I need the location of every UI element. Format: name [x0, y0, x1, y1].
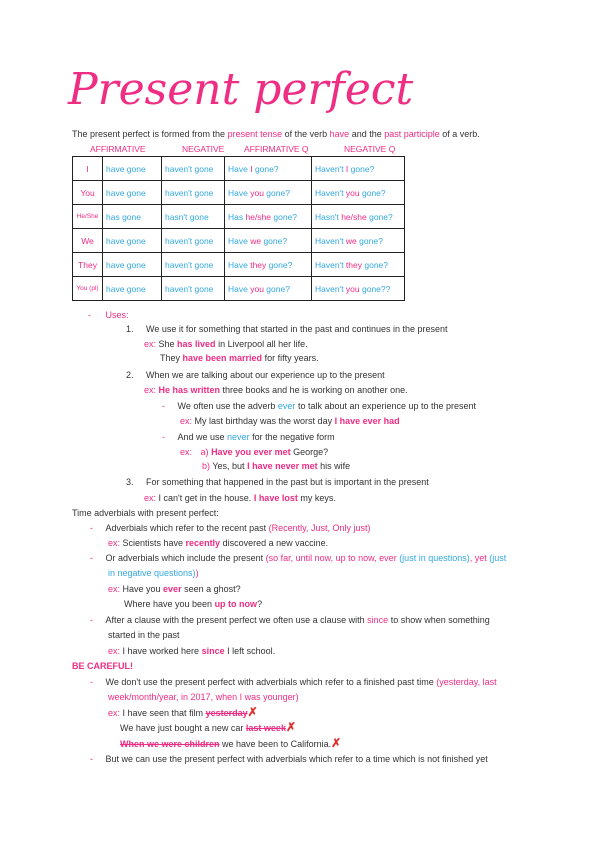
intro-text-2: of the verb	[282, 129, 330, 139]
example-text: we have been to California.	[219, 739, 332, 749]
struck-adverbial: yesterday	[205, 708, 248, 718]
adverbials-item-2-cont	[108, 567, 199, 579]
example-text: My last birthday was the worst day	[192, 416, 335, 426]
cell-text: Have	[228, 235, 251, 246]
example-text: his wife	[317, 461, 351, 471]
example-label: ex:	[144, 493, 157, 503]
example-text: Where have you been	[124, 599, 215, 609]
example-text: three books and he is working on another one.	[220, 385, 408, 395]
use-3-example	[144, 492, 336, 504]
keyword-since: since	[367, 615, 389, 625]
example-label: ex:	[108, 708, 121, 718]
table-header-negative: NEGATIVE	[182, 144, 225, 154]
cell-pronoun: you	[345, 283, 360, 294]
pronoun-cell: You (pl)	[73, 277, 103, 301]
item-text: Adverbials which refer to the recent past	[105, 523, 269, 533]
example-text: Yes, but	[210, 461, 248, 471]
negative-cell: haven't gone	[162, 181, 225, 205]
example-label: ex:	[180, 416, 193, 426]
intro-keyword-past-participle: past participle	[384, 129, 440, 139]
use-1-example-2	[160, 352, 319, 364]
cell-text: gone?	[348, 163, 375, 174]
intro-text-3: and the	[349, 129, 385, 139]
negative-question-cell	[312, 277, 405, 301]
intro-keyword-present-tense: present tense	[227, 129, 283, 139]
conjugation-table	[72, 156, 405, 301]
cell-text: gone?	[266, 259, 293, 270]
cell-text: gone?	[263, 187, 290, 198]
example-text: George?	[290, 447, 329, 457]
uses-label: Uses:	[105, 310, 129, 320]
adverbials-item-3-cont: started in the past	[108, 630, 180, 640]
table-header-negative-q: NEGATIVE Q	[344, 144, 396, 154]
page-title: Present perfect	[68, 64, 414, 115]
careful-item-1-cont: week/month/year, in 2017, when I was younger)	[108, 692, 299, 702]
careful-example-3	[120, 737, 341, 750]
example-text: Scientists have	[120, 538, 186, 548]
careful-heading: BE CAREFUL!	[72, 661, 133, 671]
affirmative-cell: have gone	[103, 157, 162, 181]
use-3	[126, 476, 429, 488]
adverbials-heading: Time adverbials with present perfect:	[72, 508, 219, 518]
affirmative-question-cell	[225, 205, 312, 229]
example-text: seen a ghost?	[181, 584, 241, 594]
cell-pronoun: we	[345, 235, 357, 246]
example-text: I have worked here	[120, 646, 202, 656]
example-label: ex:	[144, 385, 157, 395]
cell-pronoun: you	[345, 187, 360, 198]
item-text: We don't use the present perfect with adverbials which refer to a finished past time	[105, 677, 437, 687]
bullet-dash: -	[90, 677, 93, 687]
cell-text: Hasn't	[315, 211, 342, 222]
cell-text: Have	[228, 283, 251, 294]
cell-text: Have	[228, 163, 251, 174]
pronoun-cell: We	[73, 229, 103, 253]
sub-text: We often use the adverb	[177, 401, 278, 411]
cell-text: Haven't	[315, 163, 346, 174]
example-text: She	[156, 339, 178, 349]
table-header-affirmative-q: AFFIRMATIVE Q	[244, 144, 309, 154]
item-keywords: (so far, until now, up to now, ever	[265, 553, 397, 563]
example-highlight: up to now	[214, 599, 258, 609]
example-highlight: I have never met	[247, 461, 318, 471]
adverbials-item-2-example-2	[124, 598, 262, 610]
example-highlight: recently	[185, 538, 221, 548]
affirmative-cell: have gone	[103, 277, 162, 301]
example-text: my keys.	[297, 493, 336, 503]
sub-text: to talk about an experience up to the present	[295, 401, 477, 411]
use-2-sub-2	[162, 431, 335, 443]
affirmative-question-cell	[225, 157, 312, 181]
negative-question-cell	[312, 229, 405, 253]
item-note: in negative questions)	[108, 568, 196, 578]
use-1-text: We use it for something that started in the past and continues in the present	[146, 324, 448, 334]
example-highlight: Have you ever met	[211, 447, 291, 457]
cell-pronoun: we	[250, 235, 262, 246]
example-label: ex:	[180, 447, 193, 457]
item-keywords: (Recently, Just, Only just)	[268, 523, 371, 533]
table-row	[73, 229, 405, 253]
careful-item-1	[90, 676, 497, 688]
cell-pronoun: he/she	[245, 211, 272, 222]
affirmative-cell: have gone	[103, 229, 162, 253]
cell-text: gone?	[271, 211, 298, 222]
cell-text: Have	[228, 187, 251, 198]
example-highlight: I have lost	[253, 493, 298, 503]
bullet-dash: -	[90, 615, 93, 625]
example-letter-b: b)	[202, 461, 211, 471]
bullet-dash: -	[90, 754, 93, 764]
item-keywords: , yet	[469, 553, 487, 563]
example-text: Have you	[120, 584, 164, 594]
keyword-ever: ever	[277, 401, 296, 411]
negative-question-cell	[312, 157, 405, 181]
example-text: They	[160, 353, 183, 363]
cross-mark-icon: ✗	[285, 720, 297, 734]
pronoun-cell: They	[73, 253, 103, 277]
use-3-text: For something that happened in the past but is important in the present	[146, 477, 429, 487]
example-text: I can't get in the house.	[156, 493, 254, 503]
example-highlight: He has written	[158, 385, 221, 395]
example-label: ex:	[108, 538, 121, 548]
sub-text: And we use	[177, 432, 228, 442]
example-highlight: I have ever had	[334, 416, 400, 426]
bullet-dash: -	[90, 553, 93, 563]
careful-example-1	[108, 706, 258, 719]
use-2-text: When we are talking about our experience up to the present	[146, 370, 385, 380]
example-text: for fifty years.	[262, 353, 319, 363]
affirmative-question-cell	[225, 181, 312, 205]
use-1	[126, 323, 448, 335]
negative-cell: haven't gone	[162, 157, 225, 181]
adverbials-item-3-example	[108, 645, 275, 657]
adverbials-item-2	[90, 552, 506, 564]
item-text: After a clause with the present perfect we often use a clause with	[105, 615, 368, 625]
table-row	[73, 181, 405, 205]
cell-text: gone?	[261, 235, 288, 246]
cell-text: Haven't	[315, 187, 346, 198]
pronoun-cell: He/She	[73, 205, 103, 229]
item-text: Or adverbials which include the present	[105, 553, 266, 563]
cell-text: gone?	[252, 163, 279, 174]
negative-cell: haven't gone	[162, 277, 225, 301]
example-text: discovered a new vaccine.	[220, 538, 329, 548]
adverbials-item-3	[90, 614, 490, 626]
use-2-sub-1-example	[180, 415, 400, 427]
affirmative-question-cell	[225, 253, 312, 277]
table-row	[73, 157, 405, 181]
example-text: I left school.	[224, 646, 276, 656]
bullet-dash: -	[88, 310, 91, 320]
bullet-dash: -	[162, 432, 165, 442]
cross-mark-icon: ✗	[331, 736, 342, 750]
bullet-dash: -	[162, 401, 165, 411]
negative-question-cell	[312, 181, 405, 205]
cell-text: gone?	[362, 259, 388, 270]
use-2-sub-2-example-b	[202, 460, 350, 472]
example-highlight: since	[201, 646, 225, 656]
cell-text: Haven't	[315, 259, 346, 270]
cell-text: gone?	[366, 211, 393, 222]
cell-pronoun: he/she	[341, 211, 367, 222]
intro-keyword-have: have	[329, 129, 350, 139]
use-2-example	[144, 384, 408, 396]
keyword-never: never	[227, 432, 250, 442]
example-highlight: have been married	[182, 353, 263, 363]
example-label: ex:	[108, 646, 121, 656]
use-2	[126, 369, 385, 381]
cell-text: Haven't	[315, 235, 346, 246]
affirmative-cell: have gone	[103, 253, 162, 277]
cell-text: Haven't	[315, 283, 346, 294]
table-header-affirmative: AFFIRMATIVE	[90, 144, 146, 154]
item-keywords: (yesterday, last	[436, 677, 497, 687]
example-text: in Liverpool all her life.	[215, 339, 308, 349]
use-3-number: 3.	[126, 477, 134, 487]
example-text: ?	[257, 599, 263, 609]
negative-cell: haven't gone	[162, 229, 225, 253]
use-1-example-1	[144, 338, 308, 350]
table-row	[73, 253, 405, 277]
table-row	[73, 277, 405, 301]
negative-cell: hasn't gone	[162, 205, 225, 229]
sub-text: for the negative form	[249, 432, 335, 442]
affirmative-cell: have gone	[103, 181, 162, 205]
example-letter-a: a)	[200, 447, 209, 457]
example-text: I have seen that film	[120, 708, 206, 718]
negative-question-cell	[312, 205, 405, 229]
table-row	[73, 205, 405, 229]
cell-pronoun: they	[345, 259, 362, 270]
cell-text: gone??	[359, 283, 391, 294]
cell-text: Has	[228, 211, 246, 222]
example-label: ex:	[108, 584, 121, 594]
use-2-number: 2.	[126, 370, 134, 380]
cell-pronoun: you	[250, 187, 264, 198]
pronoun-cell: I	[73, 157, 103, 181]
example-label: ex:	[144, 339, 157, 349]
conjugation-table-body	[73, 157, 405, 301]
affirmative-question-cell	[225, 229, 312, 253]
cell-pronoun: you	[250, 283, 264, 294]
cell-pronoun: they	[250, 259, 267, 270]
use-2-sub-1	[162, 400, 476, 412]
negative-cell: haven't gone	[162, 253, 225, 277]
cell-text: gone?	[356, 235, 383, 246]
careful-item-2	[90, 753, 488, 765]
careful-example-2	[120, 721, 296, 734]
cell-pronoun: I	[345, 163, 349, 174]
item-note: (just	[486, 553, 507, 563]
example-highlight: has lived	[177, 339, 216, 349]
cell-text: gone?	[359, 187, 386, 198]
adverbials-item-1-example	[108, 537, 328, 549]
item-text: to show when something	[388, 615, 490, 625]
example-text: We have just bought a new car	[120, 723, 246, 733]
item-note: (just in questions)	[396, 553, 470, 563]
intro-line	[72, 128, 480, 140]
item-keywords: )	[195, 568, 199, 578]
intro-text-4: of a verb.	[439, 129, 480, 139]
cell-text: Have	[228, 259, 251, 270]
affirmative-question-cell	[225, 277, 312, 301]
intro-text-1: The present perfect is formed from the	[72, 129, 228, 139]
cell-pronoun: I	[250, 163, 253, 174]
struck-adverbial: When we were children	[120, 739, 220, 749]
example-highlight: ever	[163, 584, 182, 594]
pronoun-cell: You	[73, 181, 103, 205]
affirmative-cell: has gone	[103, 205, 162, 229]
bullet-dash: -	[90, 523, 93, 533]
negative-question-cell	[312, 253, 405, 277]
adverbials-item-2-example-1	[108, 583, 241, 595]
cell-text: gone?	[263, 283, 290, 294]
adverbials-item-1	[90, 522, 370, 534]
struck-adverbial: last week	[245, 723, 286, 733]
cross-mark-icon: ✗	[247, 705, 258, 719]
item-text: But we can use the present perfect with adverbials which refer to a time which is not finished yet	[105, 754, 488, 764]
uses-heading	[88, 309, 129, 321]
use-2-sub-2-example-a	[180, 446, 328, 458]
use-1-number: 1.	[126, 324, 134, 334]
